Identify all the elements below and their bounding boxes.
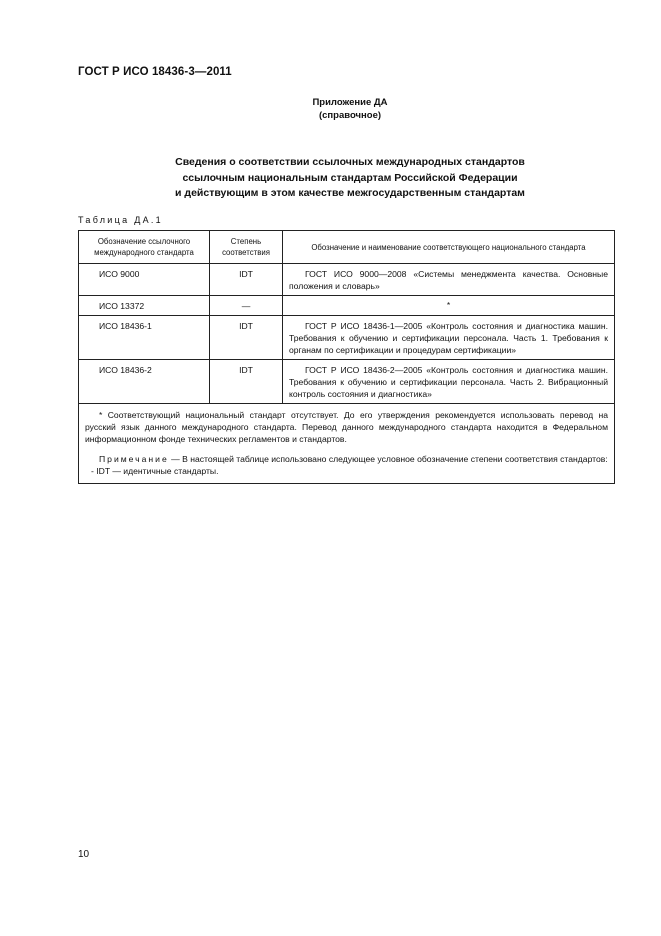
- degree-value: IDT: [210, 316, 283, 360]
- degree-value: IDT: [210, 264, 283, 296]
- table-row: [79, 296, 615, 316]
- page-number: 10: [78, 849, 90, 860]
- standards-table: [78, 230, 615, 484]
- note-list-item: - IDT — идентичные стандарты.: [91, 466, 219, 476]
- table-footnote: [79, 404, 615, 484]
- main-title-line: Сведения о соответствии ссылочных международных стандартов: [175, 156, 525, 168]
- degree-value: IDT: [210, 360, 283, 404]
- table-header-row: [79, 231, 615, 264]
- international-code: ИСО 13372: [79, 296, 210, 316]
- degree-value: —: [210, 296, 283, 316]
- note-paragraph: [85, 453, 608, 465]
- header-international-standard: Обозначение ссылочного международного стандарта: [79, 231, 210, 264]
- national-standard-text: ГОСТ ИСО 9000—2008 «Системы менеджмента качества. Основные положения и словарь»: [289, 269, 608, 291]
- national-standard-text: ГОСТ Р ИСО 18436-2—2005 «Контроль состояния и диагностика машин. Требования к обучению и сертификации персонала. Часть 2. Вибрационный контроль состояния и диагностика»: [289, 365, 608, 399]
- table-row: [79, 264, 615, 296]
- national-standard: *: [283, 296, 615, 316]
- international-code: ИСО 9000: [79, 264, 210, 296]
- note-label: Примечание: [99, 454, 169, 464]
- national-standard: [283, 360, 615, 404]
- national-standard: [283, 316, 615, 360]
- note-text: — В настоящей таблице использовано следующее условное обозначение степени соответствия стандартов:: [168, 454, 608, 464]
- header-national-standard: Обозначение и наименование соответствующего национального стандарта: [283, 231, 615, 264]
- national-standard-text: ГОСТ Р ИСО 18436-1—2005 «Контроль состояния и диагностика машин. Требования к обучению и сертификации персонала. Часть 1. Требования к органам по сертификации и процедурам сертификации»: [289, 321, 608, 355]
- main-title-line: и действующим в этом качестве межгосударственным стандартам: [175, 187, 525, 199]
- table-caption: Таблица ДА.1: [78, 215, 163, 225]
- footnote-text: * Соответствующий национальный стандарт отсутствует. До его утверждения рекомендуется использовать перевод на русский язык данного международного стандарта. Перевод данного международного стандарта находится в Федеральном информационном фонде технических регламентов и стандартов.: [85, 410, 608, 444]
- international-code: ИСО 18436-1: [79, 316, 210, 360]
- national-standard: [283, 264, 615, 296]
- appendix-subtitle: (справочное): [318, 110, 382, 121]
- header-degree: Степень соответствия: [210, 231, 283, 264]
- international-code: ИСО 18436-2: [79, 360, 210, 404]
- main-title-line: ссылочным национальным стандартам Российской Федерации: [182, 171, 518, 184]
- main-title: [120, 155, 580, 202]
- table-footnote-row: [79, 404, 615, 484]
- appendix-title: Приложение ДА: [312, 97, 388, 108]
- table-row: [79, 316, 615, 360]
- document-code: ГОСТ Р ИСО 18436-3—2011: [78, 66, 232, 78]
- table-row: [79, 360, 615, 404]
